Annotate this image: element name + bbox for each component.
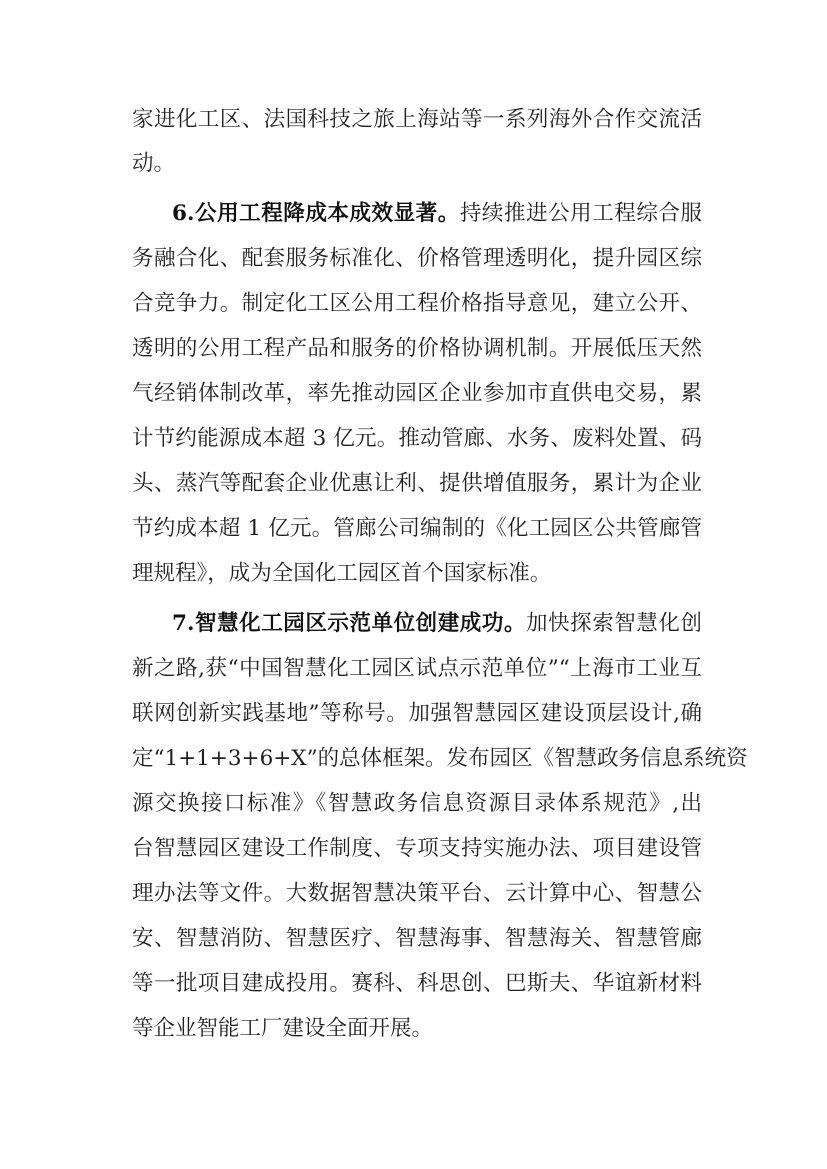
- section-6-first-line: [172, 199, 702, 229]
- paragraph-line: 新之路,获“中国智慧化工园区试点示范单位”“上海市工业互: [132, 656, 702, 681]
- paragraph-line: 理规程》，成为全国化工园区首个国家标准。: [132, 561, 552, 586]
- section-7-heading: 7.智慧化工园区示范单位创建成功。: [172, 611, 527, 636]
- paragraph-line: 透明的公用工程产品和服务的价格协调机制。开展低压天然: [132, 336, 702, 361]
- paragraph-line: 务融合化、配套服务标准化、价格管理透明化，提升园区综: [132, 246, 702, 271]
- paragraph-line: 定“1+1+3+6+X”的总体框架。发布园区《智慧政务信息系统资: [132, 746, 748, 771]
- paragraph-line: 等一批项目建成投用。赛科、科思创、巴斯夫、华谊新材料: [132, 971, 702, 996]
- paragraph-line: 安、智慧消防、智慧医疗、智慧海事、智慧海关、智慧管廊: [132, 926, 702, 951]
- paragraph-line: 气经销体制改革，率先推动园区企业参加市直供电交易，累: [132, 381, 702, 406]
- section-7-intro: 加快探索智慧化创: [526, 611, 702, 636]
- paragraph-line: 理办法等文件。大数据智慧决策平台、云计算中心、智慧公: [132, 881, 702, 906]
- paragraph-line: 联网创新实践基地”等称号。加强智慧园区建设顶层设计,确: [132, 701, 702, 726]
- paragraph-line: 头、蒸汽等配套企业优惠让利、提供增值服务，累计为企业: [132, 471, 702, 496]
- paragraph-line: 合竞争力。制定化工区公用工程价格指导意见，建立公开、: [132, 291, 702, 316]
- paragraph-line: 源交换接口标准》《智慧政务信息资源目录体系规范》,出: [132, 791, 702, 816]
- section-7-first-line: [172, 609, 702, 639]
- section-6-heading: 6.公用工程降成本成效显著。: [172, 201, 460, 226]
- paragraph-line: 等企业智能工厂建设全面开展。: [132, 1016, 434, 1041]
- paragraph-line: 家进化工区、法国科技之旅上海站等一系列海外合作交流活: [132, 107, 702, 132]
- paragraph-line: 台智慧园区建设工作制度、专项支持实施办法、项目建设管: [132, 836, 702, 861]
- section-6-intro: 持续推进公用工程综合服: [459, 201, 702, 226]
- paragraph-line: 节约成本超 1 亿元。管廊公司编制的《化工园区公共管廊管: [132, 516, 702, 541]
- paragraph-line: 计节约能源成本超 3 亿元。推动管廊、水务、废料处置、码: [132, 426, 702, 451]
- paragraph-line: 动。: [132, 151, 176, 176]
